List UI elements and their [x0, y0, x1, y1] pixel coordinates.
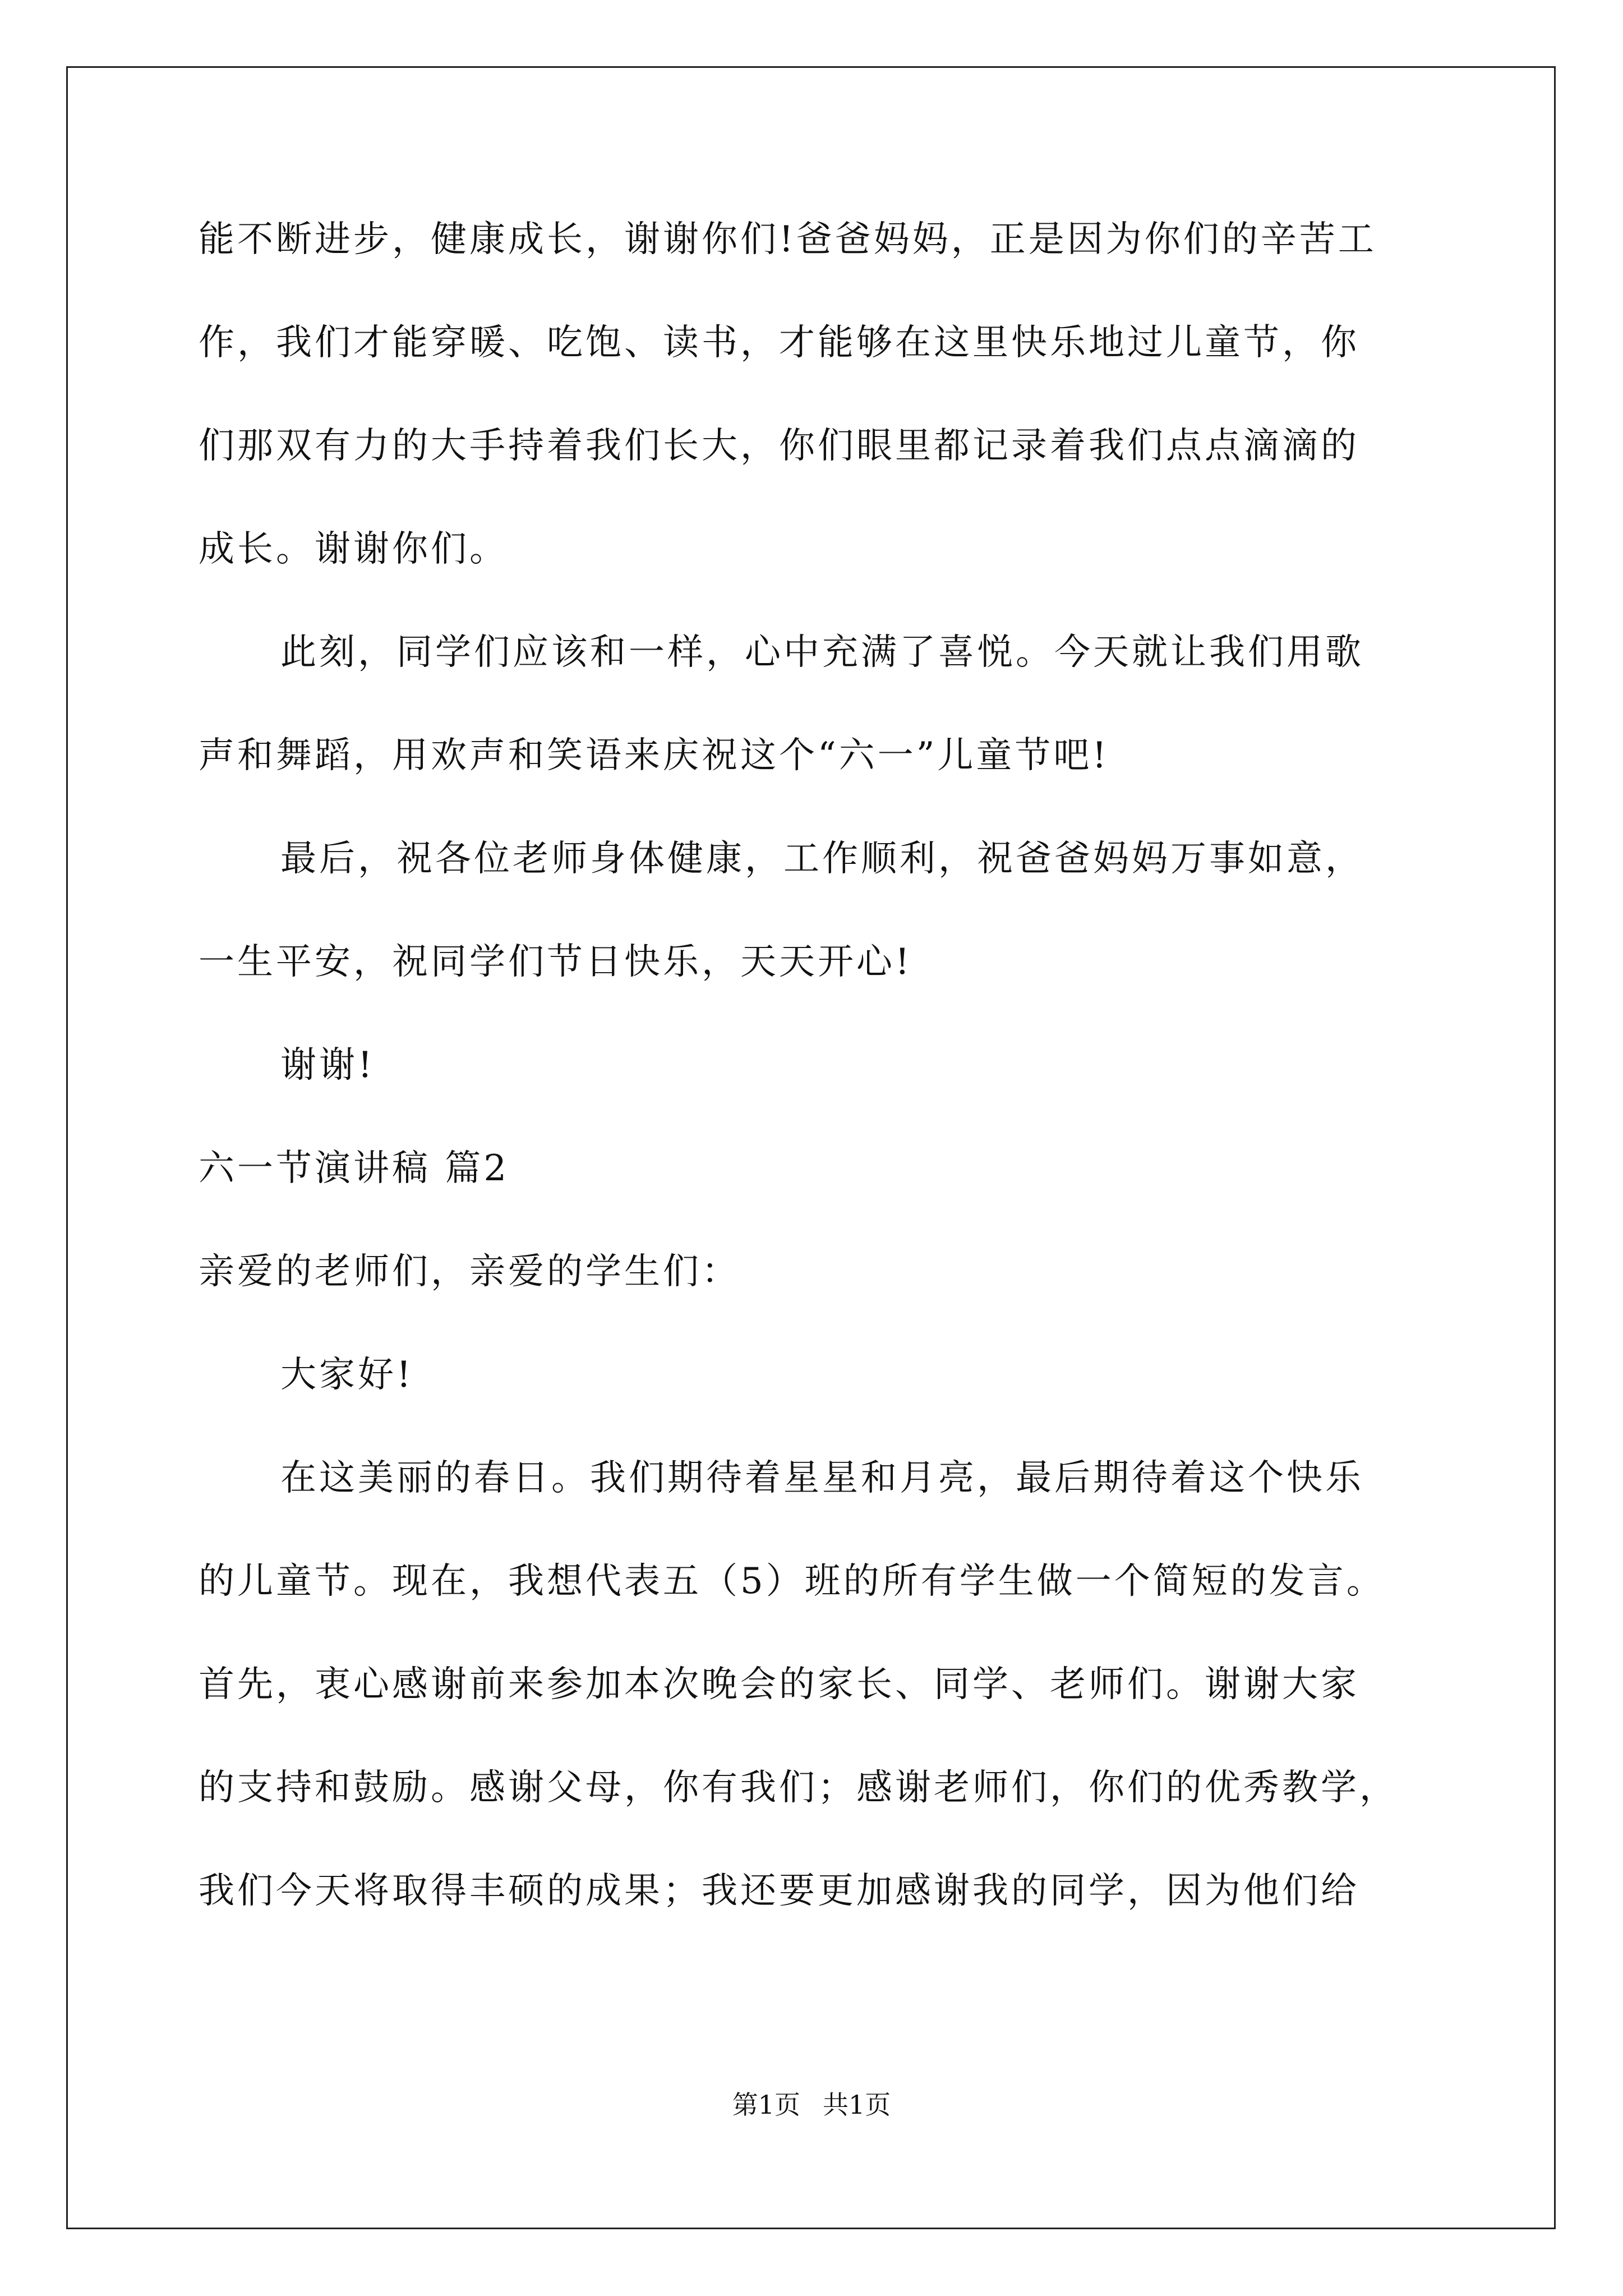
page-footer	[0, 2091, 1623, 2118]
text-line: 声和舞蹈，用欢声和笑语来庆祝这个“六一”儿童节吧!	[199, 735, 1110, 776]
greeting: 大家好!	[280, 1354, 414, 1396]
page-number: 第1页	[732, 2090, 800, 2120]
page-total: 共1页	[823, 2090, 891, 2120]
text-line: 成长。谢谢你们。	[199, 528, 508, 570]
salutation: 亲爱的老师们，亲爱的学生们：	[199, 1251, 740, 1292]
text-line: 的儿童节。现在，我想代表五（5）班的所有学生做一个简短的发言。	[199, 1561, 1385, 1602]
text-line: 最后，祝各位老师身体健康，工作顺利，祝爸爸妈妈万事如意，	[280, 838, 1364, 880]
text-line: 能不断进步，健康成长，谢谢你们!爸爸妈妈，正是因为你们的辛苦工	[199, 219, 1377, 260]
text-line: 谢谢!	[280, 1045, 375, 1086]
section-heading: 六一节演讲稿 篇2	[199, 1148, 510, 1189]
text-line: 们那双有力的大手持着我们长大，你们眼里都记录着我们点点滴滴的	[199, 425, 1359, 467]
text-line: 在这美丽的春日。我们期待着星星和月亮，最后期待着这个快乐	[280, 1457, 1364, 1499]
text-line: 作，我们才能穿暖、吃饱、读书，才能够在这里快乐地过儿童节，你	[199, 322, 1359, 364]
text-line: 此刻，同学们应该和一样，心中充满了喜悦。今天就让我们用歌	[280, 632, 1364, 673]
document-body	[199, 219, 1421, 1976]
text-line: 的支持和鼓励。感谢父母，你有我们；感谢老师们，你们的优秀教学，	[199, 1767, 1398, 1809]
text-line: 首先，衷心感谢前来参加本次晚会的家长、同学、老师们。谢谢大家	[199, 1664, 1359, 1705]
text-line: 一生平安，祝同学们节日快乐，天天开心!	[199, 941, 912, 983]
text-line: 我们今天将取得丰硕的成果；我还要更加感谢我的同学，因为他们给	[199, 1870, 1359, 1912]
